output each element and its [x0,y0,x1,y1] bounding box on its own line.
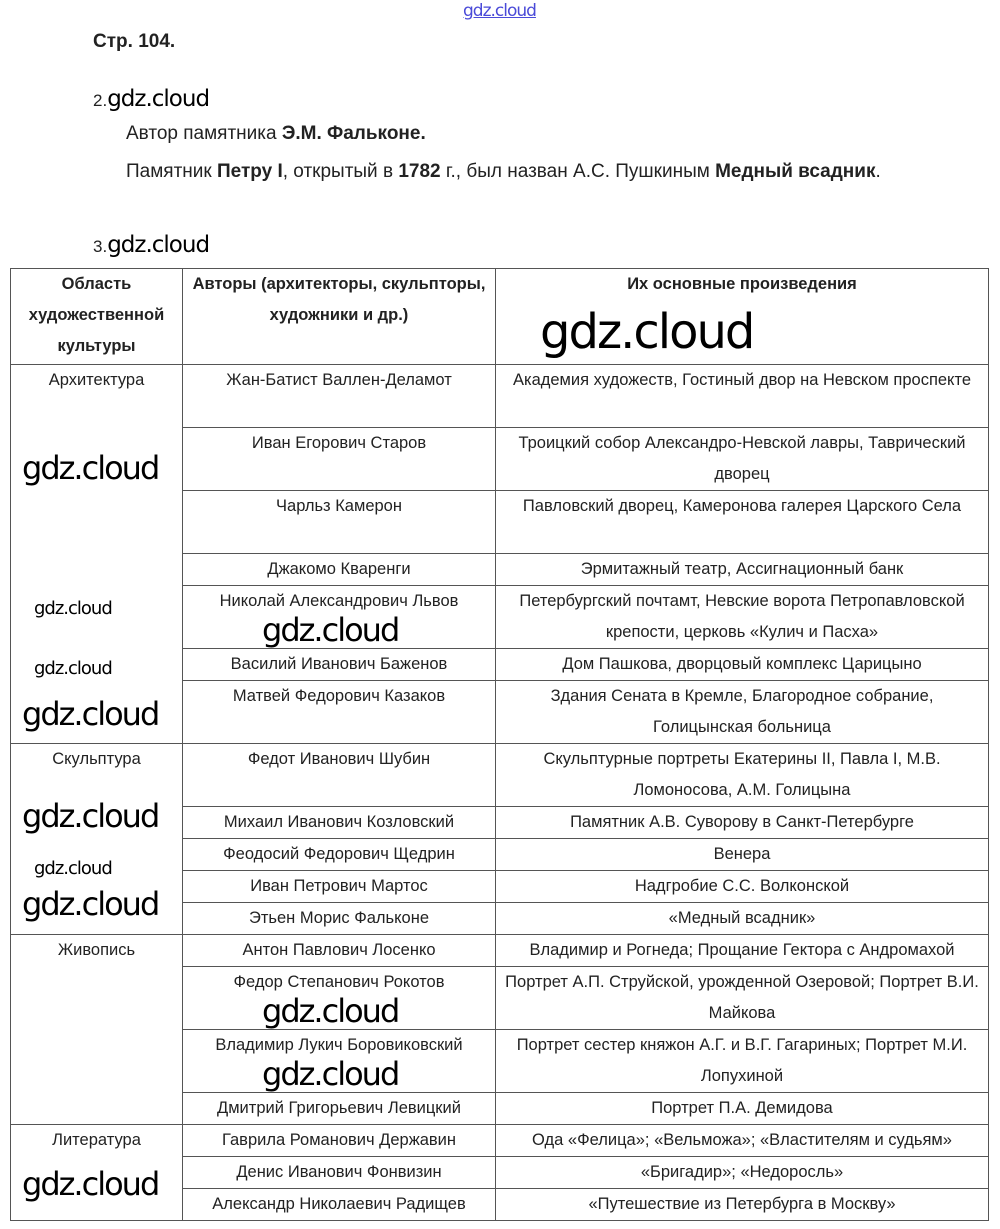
works-cell: Надгробие С.С. Волконской [496,871,989,903]
works-cell: Владимир и Рогнеда; Прощание Гектора с Андромахой [496,935,989,967]
year: 1782 [398,161,441,182]
watermark: gdz.cloud [34,858,112,879]
header-area: Область художественной культуры [11,269,183,365]
author-cell: Дмитрий Григорьевич Левицкий [183,1093,496,1125]
header-authors: Авторы (архитекторы, скульпторы, художники и др.) [183,269,496,365]
works-cell: Портрет сестер княжон А.Г. и В.Г. Гагариных; Портрет М.И. Лопухиной [496,1030,989,1093]
author-cell: Николай Александрович Львов [183,586,496,649]
works-cell: Петербургский почтамт, Невские ворота Петропавловской крепости, церковь «Кулич и Пасха» [496,586,989,649]
top-watermark-link[interactable]: gdz.cloud [463,1,536,21]
works-cell: Венера [496,839,989,871]
works-cell: Павловский дворец, Камеронова галерея Царского Села [496,491,989,554]
author-cell: Федор Степанович Рокотов [183,967,496,1030]
watermark: gdz.cloud [22,695,159,733]
area-cell: Скульптура [11,744,183,935]
author-cell: Михаил Иванович Козловский [183,807,496,839]
author-cell: Чарльз Камерон [183,491,496,554]
works-cell: Троицкий собор Александро-Невской лавры, Таврический дворец [496,428,989,491]
works-cell: Ода «Фелица»; «Вельможа»; «Властителям и судьям» [496,1125,989,1157]
page-reference: Стр. 104. [93,31,176,52]
works-cell: «Бригадир»; «Недоросль» [496,1157,989,1189]
task-number: 3. [93,237,108,256]
author-cell: Антон Павлович Лосенко [183,935,496,967]
area-cell: Литература [11,1125,183,1221]
text: г., был назван А.С. Пушкиным [440,161,716,182]
watermark: gdz.cloud [22,797,159,835]
works-cell: Портрет А.П. Струйской, урожденной Озеровой; Портрет В.И. Майкова [496,967,989,1030]
works-cell: Портрет П.А. Демидова [496,1093,989,1125]
text: , открытый в [282,161,399,182]
task-3-heading [93,232,209,258]
works-cell: Эрмитажный театр, Ассигнационный банк [496,554,989,586]
works-cell: Памятник А.В. Суворову в Санкт-Петербурге [496,807,989,839]
table-row [11,935,989,967]
author-cell: Матвей Федорович Казаков [183,681,496,744]
monument-author: Э.М. Фальконе. [281,123,426,144]
task-number: 2. [93,91,108,110]
author-cell: Гаврила Романович Державин [183,1125,496,1157]
watermark: gdz.cloud [262,992,399,1030]
header-works: Их основные произведения [496,269,989,365]
watermark: gdz.cloud [262,611,399,649]
author-cell: Феодосий Федорович Щедрин [183,839,496,871]
watermark: gdz.cloud [262,1055,399,1093]
author-cell: Жан-Батист Валлен-Деламот [183,365,496,428]
watermark: gdz.cloud [540,304,754,360]
table-row [11,1125,989,1157]
area-cell: Живопись [11,935,183,1125]
watermark: gdz.cloud [22,449,159,487]
works-cell: Академия художеств, Гостиный двор на Невском проспекте [496,365,989,428]
author-cell: Иван Егорович Старов [183,428,496,491]
watermark: gdz.cloud [22,1165,159,1203]
works-cell: «Медный всадник» [496,903,989,935]
author-cell: Иван Петрович Мартос [183,871,496,903]
author-cell: Василий Иванович Баженов [183,649,496,681]
works-cell: Скульптурные портреты Екатерины II, Павла I, М.В. Ломоносова, А.М. Голицына [496,744,989,807]
text: Памятник [126,161,217,182]
author-cell: Федот Иванович Шубин [183,744,496,807]
area-cell: Архитектура [11,365,183,744]
text: . [875,161,881,182]
task-2-heading [93,86,209,112]
watermark: gdz.cloud [107,86,210,112]
works-cell: Здания Сената в Кремле, Благородное собрание, Голицынская больница [496,681,989,744]
table-row [11,365,989,428]
author-cell: Джакомо Кваренги [183,554,496,586]
table-header-row [11,269,989,365]
author-cell: Александр Николаевич Радищев [183,1189,496,1221]
watermark: gdz.cloud [107,232,210,258]
author-cell: Этьен Морис Фальконе [183,903,496,935]
text-bold: Петру I [216,161,283,182]
text: Автор памятника [126,123,282,144]
watermark: gdz.cloud [34,658,112,679]
author-cell: Денис Иванович Фонвизин [183,1157,496,1189]
monument-name: Медный всадник [715,161,876,182]
watermark: gdz.cloud [34,598,112,619]
task-2-answer [126,115,926,191]
watermark: gdz.cloud [22,885,159,923]
author-cell: Владимир Лукич Боровиковский [183,1030,496,1093]
culture-table [10,268,989,1221]
works-cell: «Путешествие из Петербурга в Москву» [496,1189,989,1221]
works-cell: Дом Пашкова, дворцовый комплекс Царицыно [496,649,989,681]
